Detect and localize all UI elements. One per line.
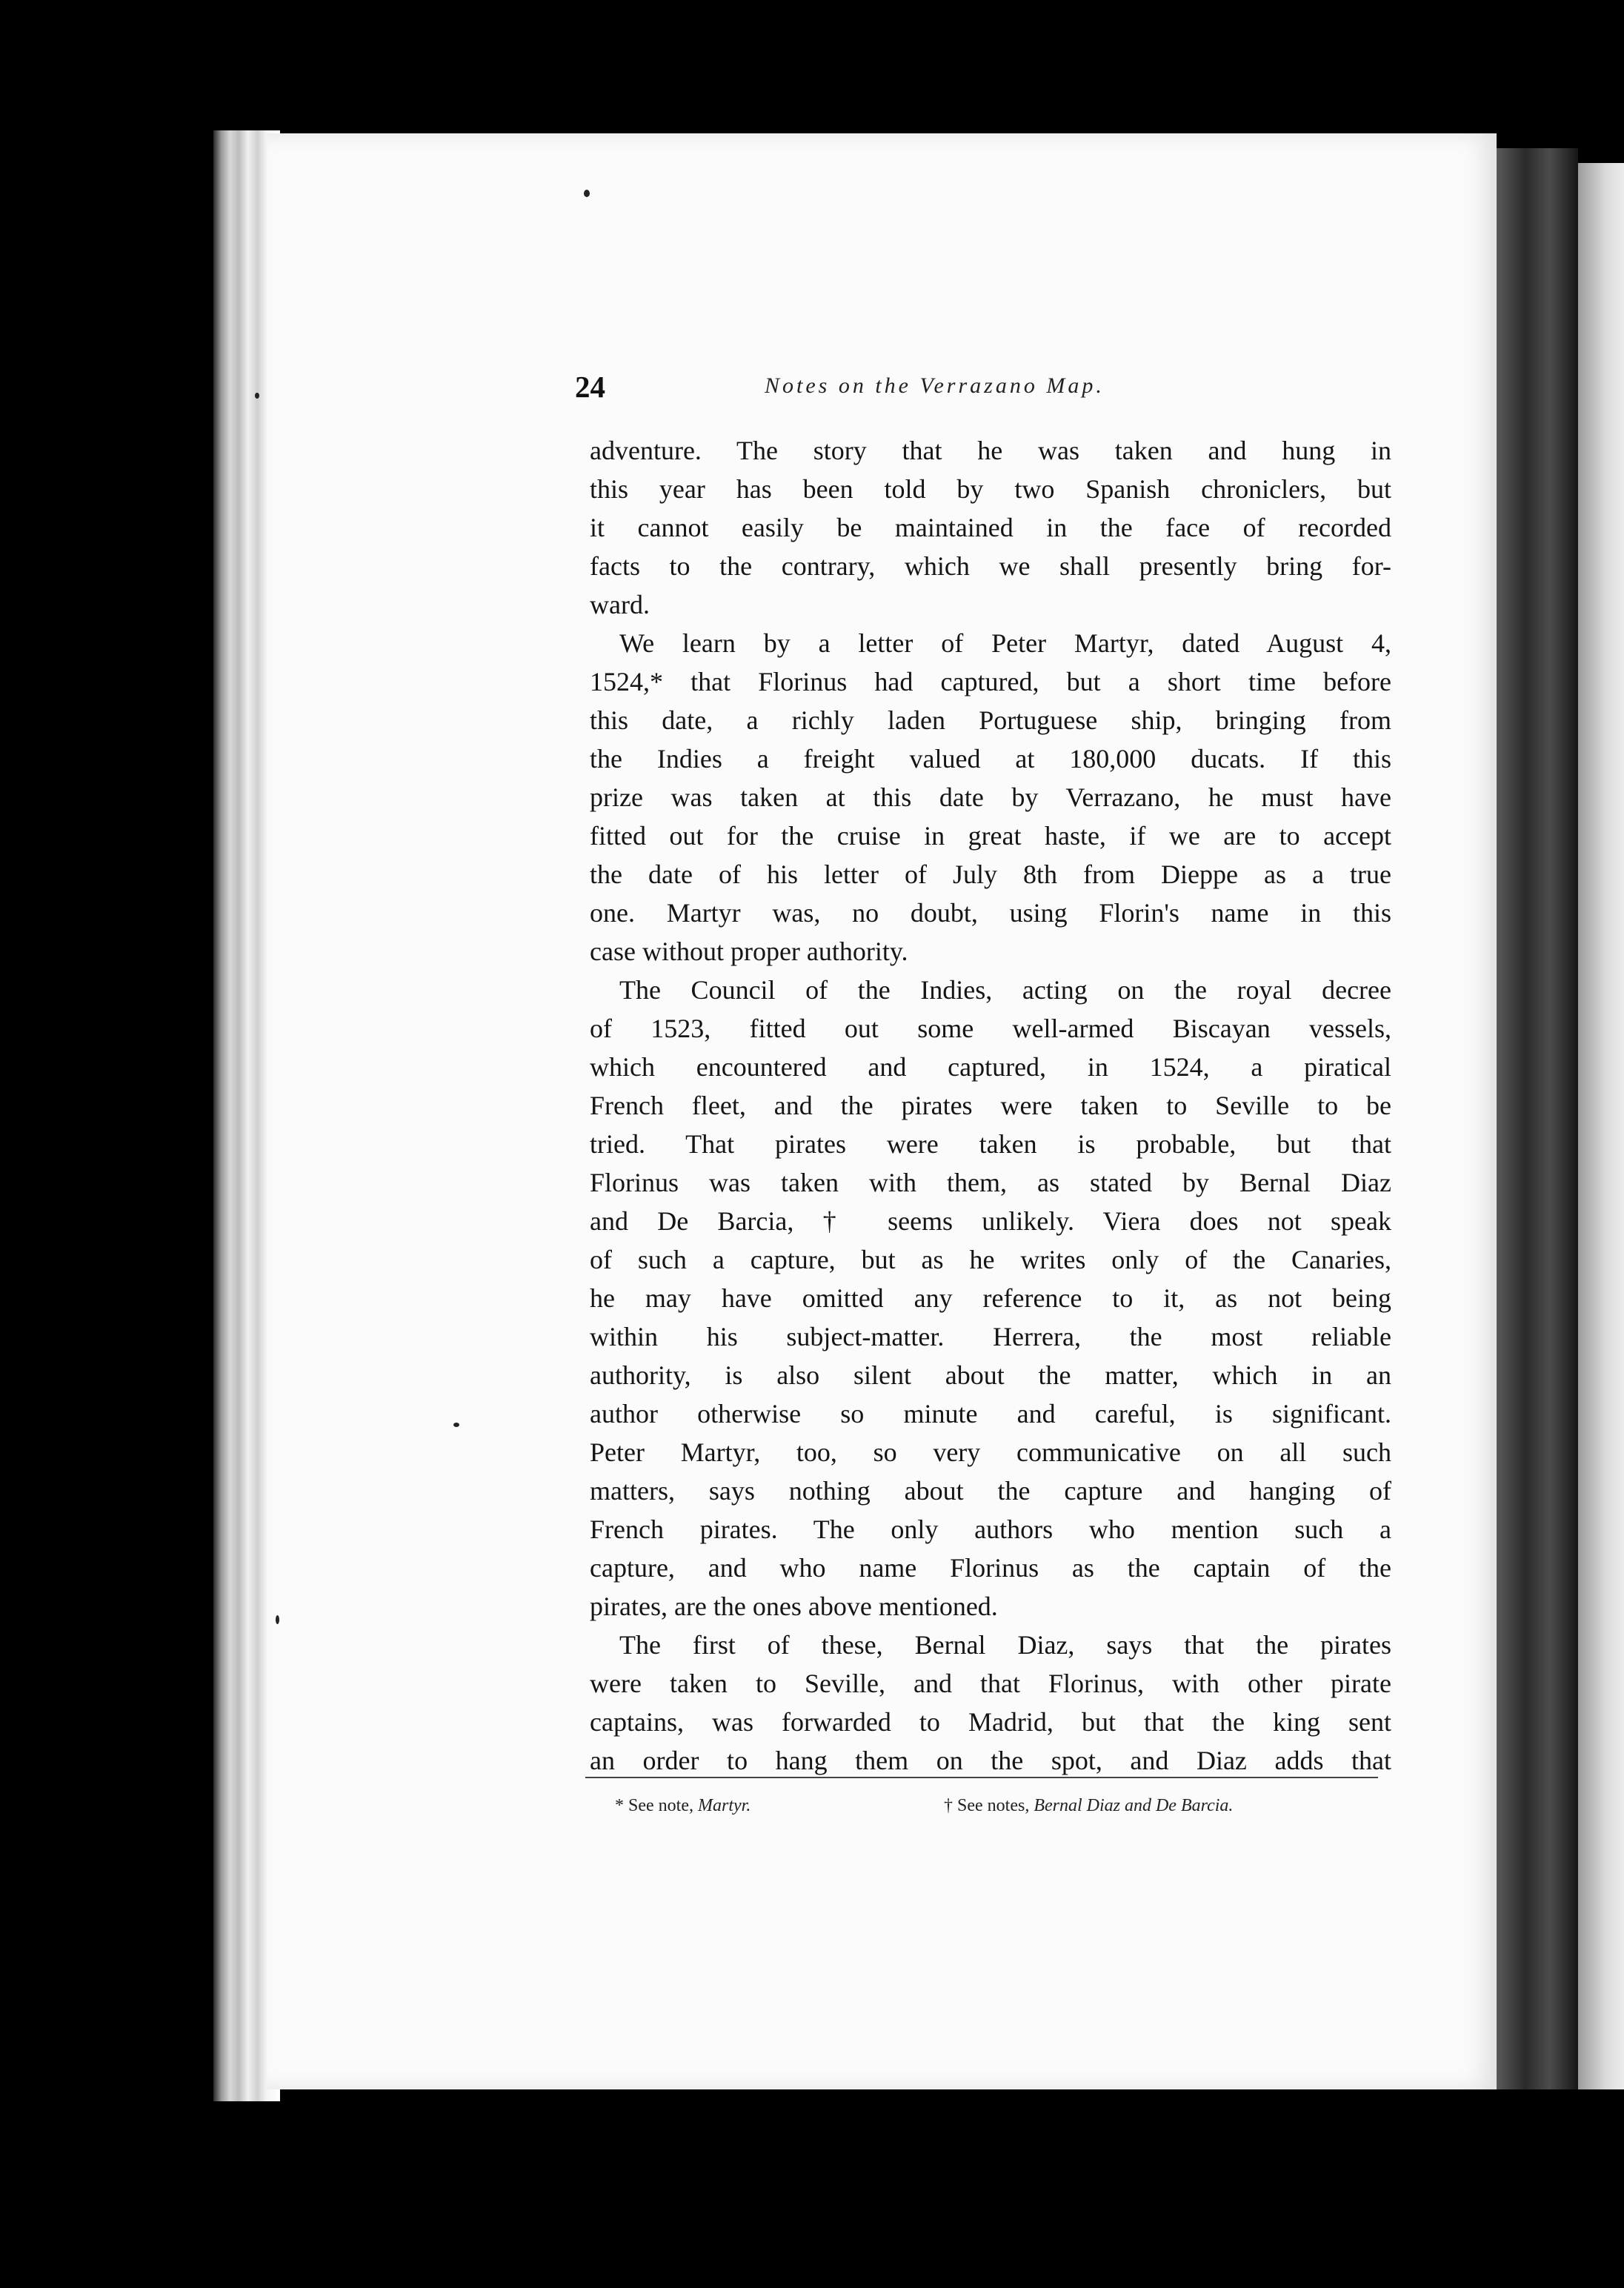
adjacent-page-edge (1578, 163, 1624, 2089)
text-line: facts to the contrary, which we shall presently bring for- (590, 551, 1391, 581)
text-line: this year has been told by two Spanish chroniclers, but (590, 474, 1391, 504)
footnote-label: † See notes, (944, 1796, 1030, 1815)
speck (276, 1615, 279, 1624)
text-line: captains, was forwarded to Madrid, but that the king sent (590, 1707, 1391, 1737)
text-line: which encountered and captured, in 1524, a piratical (590, 1052, 1391, 1082)
text-line: case without proper authority. (590, 937, 908, 966)
text-line: authority, is also silent about the matter, which in an (590, 1360, 1391, 1390)
footnotes (615, 1796, 1385, 1826)
footnote-label: * See note, (615, 1796, 693, 1815)
speck (453, 1423, 459, 1427)
text-line: the date of his letter of July 8th from Dieppe as a true (590, 859, 1391, 889)
text-line: ward. (590, 590, 650, 619)
text-line: the Indies a freight valued at 180,000 ducats. If this (590, 744, 1391, 774)
text-line: of 1523, fitted out some well-armed Biscayan vessels, (590, 1014, 1391, 1043)
text-line: Peter Martyr, too, so very communicative on all such (590, 1437, 1391, 1467)
speck (584, 190, 590, 197)
text-line: fitted out for the cruise in great haste, if we are to accept (590, 821, 1391, 851)
text-line: French fleet, and the pirates were taken to Seville to be (590, 1091, 1391, 1120)
text-line: 1524,* that Florinus had captured, but a short time before (590, 667, 1391, 696)
text-line: pirates, are the ones above mentioned. (590, 1592, 998, 1621)
text-line: he may have omitted any reference to it, as not being (590, 1283, 1391, 1313)
footnote-reference: Bernal Diaz and De Barcia. (1034, 1796, 1234, 1815)
text-line: prize was taken at this date by Verrazano, he must have (590, 782, 1391, 812)
text-line: capture, and who name Florinus as the captain of the (590, 1553, 1391, 1583)
text-line: an order to hang them on the spot, and Diaz adds that (590, 1746, 1391, 1775)
text-line: matters, says nothing about the capture and hanging of (590, 1476, 1391, 1506)
footnote-diaz-barcia (944, 1796, 1233, 1816)
text-line: The Council of the Indies, acting on the royal decree (619, 975, 1391, 1005)
page-number: 24 (575, 370, 605, 404)
text-line: Florinus was taken with them, as stated by Bernal Diaz (590, 1168, 1391, 1197)
book-gutter (1497, 148, 1578, 2089)
footnote-reference: Martyr. (697, 1796, 751, 1815)
running-title: Notes on the Verrazano Map. (765, 373, 1105, 398)
text-line: within his subject-matter. Herrera, the most reliable (590, 1322, 1391, 1351)
running-head (575, 369, 1390, 413)
text-line: this date, a richly laden Portuguese ship, bringing from (590, 705, 1391, 735)
text-line: were taken to Seville, and that Florinus, with other pirate (590, 1669, 1391, 1698)
speck (255, 393, 259, 399)
text-line: The first of these, Bernal Diaz, says that the pirates (619, 1630, 1391, 1660)
text-line: of such a capture, but as he writes only of the Canaries, (590, 1245, 1391, 1274)
text-line: tried. That pirates were taken is probable, but that (590, 1129, 1391, 1159)
body-text (590, 431, 1391, 1780)
text-line: one. Martyr was, no doubt, using Florin's name in this (590, 898, 1391, 928)
text-line: author otherwise so minute and careful, is significant. (590, 1399, 1391, 1429)
text-line: We learn by a letter of Peter Martyr, dated August 4, (619, 628, 1391, 658)
text-line: French pirates. The only authors who mention such a (590, 1514, 1391, 1544)
text-line: it cannot easily be maintained in the face of recorded (590, 513, 1391, 542)
text-line: adventure. The story that he was taken and hung in (590, 436, 1391, 465)
footnote-divider (585, 1777, 1378, 1778)
footnote-martyr (615, 1796, 751, 1816)
text-line: and De Barcia, † seems unlikely. Viera does not speak (590, 1206, 1391, 1236)
